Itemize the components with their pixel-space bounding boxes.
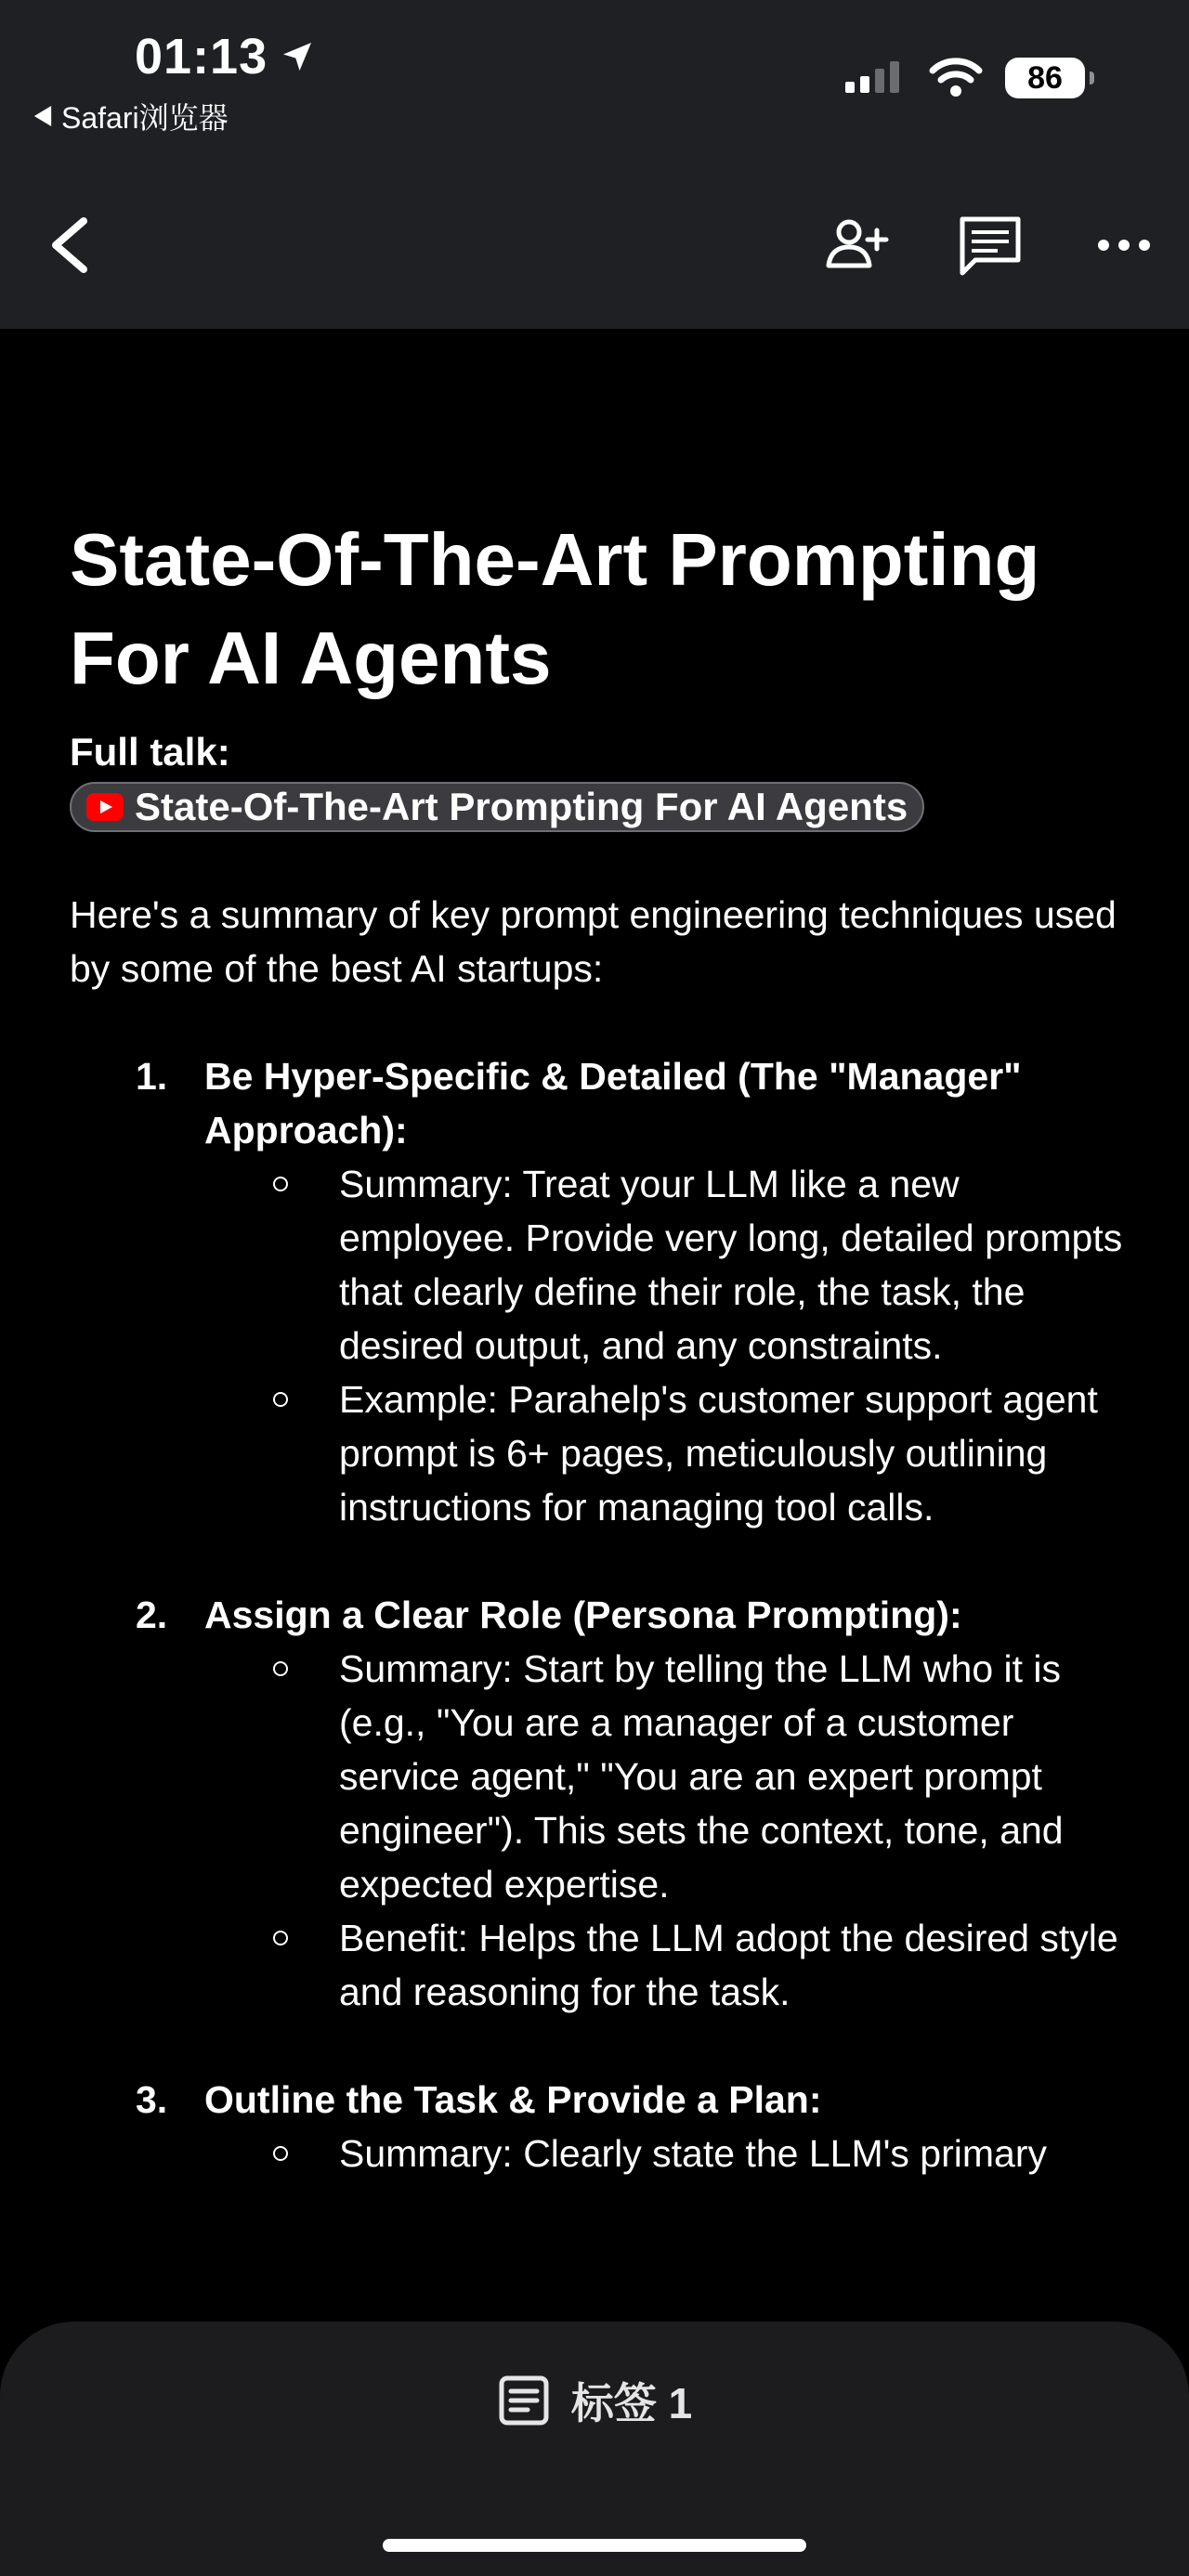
sub-list-item: Summary: Treat your LLM like a new employee. Provide very long, detailed prompts that clearly define their role, the task, the desired output, and any constraints.	[204, 1157, 1129, 1373]
sub-list	[204, 2127, 1129, 2180]
video-link-label: State-Of-The-Art Prompting For AI Agents	[135, 785, 908, 828]
sub-list-item: Example: Parahelp's customer support agent prompt is 6+ pages, meticulously outlining instructions for managing tool calls.	[204, 1373, 1129, 1534]
list-item	[70, 1588, 1129, 2019]
sub-list	[204, 1642, 1129, 2019]
status-time	[135, 28, 316, 85]
bottom-sheet	[0, 2322, 1189, 2576]
list-item	[70, 1049, 1129, 1534]
comment-icon[interactable]	[955, 210, 1026, 280]
list-item	[70, 2073, 1129, 2180]
sub-list-item: Benefit: Helps the LLM adopt the desired style and reasoning for the task.	[204, 1911, 1129, 2019]
list-item-number: 3.	[136, 2078, 168, 2121]
back-to-safari[interactable]	[33, 95, 229, 137]
tab-label: 标签 1	[570, 2379, 693, 2427]
list-item-heading: Assign a Clear Role (Persona Prompting):	[204, 1594, 962, 1636]
battery-level: 86	[1027, 59, 1063, 96]
tab-switcher-button[interactable]	[0, 2368, 1189, 2433]
sub-list	[204, 1157, 1129, 1534]
back-triangle-icon	[33, 106, 52, 126]
document-icon	[497, 2374, 551, 2427]
add-person-icon[interactable]	[821, 210, 892, 280]
chevron-left-icon[interactable]	[46, 215, 89, 275]
home-indicator[interactable]	[383, 2539, 806, 2552]
sub-list-item: Summary: Clearly state the LLM's primary	[204, 2127, 1129, 2180]
status-icons	[843, 58, 1085, 98]
document-title: State-Of-The-Art Prompting For AI Agents	[70, 518, 1040, 699]
full-talk-label: Full talk:	[70, 730, 230, 774]
top-bar	[0, 0, 1189, 329]
wifi-icon	[929, 58, 983, 98]
battery-indicator	[1005, 58, 1085, 98]
list-item-number: 1.	[136, 1055, 168, 1098]
list-item-heading: Outline the Task & Provide a Plan:	[204, 2078, 822, 2121]
sub-list-item: Summary: Start by telling the LLM who it is (e.g., "You are a manager of a customer service agent," "You are an expert prompt engineer"). This sets the context, tone, and expected expertise.	[204, 1642, 1129, 1911]
back-to-safari-label: Safari浏览器	[61, 101, 229, 135]
status-time-text: 01:13	[135, 29, 268, 85]
list-item-heading: Be Hyper-Specific & Detailed (The "Manager" Approach):	[204, 1055, 1022, 1151]
intro-paragraph: Here's a summary of key prompt engineering techniques used by some of the best AI startups:	[70, 893, 1117, 990]
youtube-icon	[86, 793, 124, 821]
list-item-number: 2.	[136, 1594, 168, 1636]
document-content	[70, 511, 1129, 2234]
techniques-list	[70, 1049, 1129, 2180]
video-link-chip[interactable]	[70, 782, 924, 832]
more-icon[interactable]	[1089, 210, 1159, 280]
cellular-signal-icon	[843, 59, 907, 97]
location-arrow-icon	[279, 38, 316, 75]
